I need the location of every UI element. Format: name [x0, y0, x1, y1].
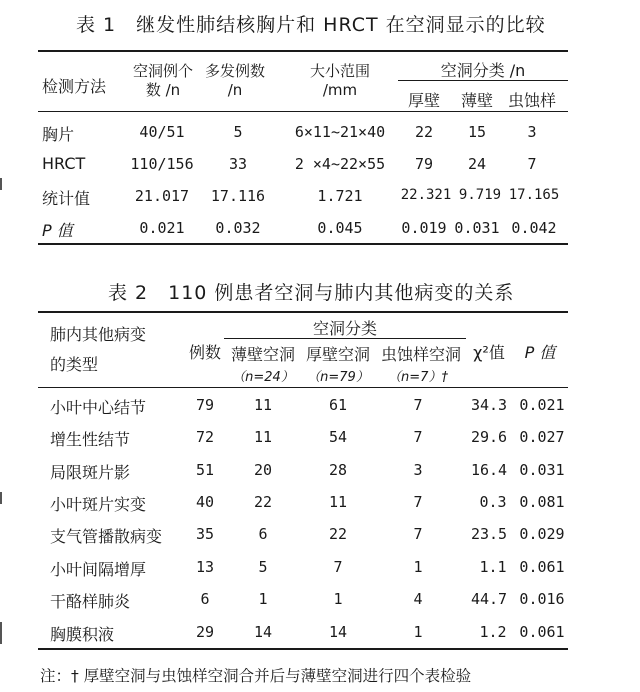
table1-top-rule: [38, 50, 568, 52]
table2-cell-thin: 5: [258, 558, 268, 576]
table2-header-thin-n: （n=24）: [232, 370, 294, 385]
table2-cell-type: 局限斑片影: [50, 463, 131, 482]
table2-cell-p: 0.016: [519, 590, 565, 608]
table2-cell-thin: 22: [253, 493, 273, 511]
table2-header-thick-n: （n=79）: [307, 370, 369, 385]
table2-cell-p: 0.021: [519, 396, 565, 414]
table2-cell-type: 小叶中心结节: [50, 398, 147, 417]
table2-cell-worm: 1: [413, 558, 423, 576]
table2-cell-worm: 4: [413, 590, 423, 608]
footnote: 注：† 厚壁空洞与虫蚀样空洞合并后与薄壁空洞进行四个表检验: [40, 667, 472, 685]
table2-cell-thick: 22: [328, 525, 348, 543]
table2-bottom-rule: [38, 648, 568, 650]
table1-cell-thin: 24: [467, 155, 487, 173]
table2-cell-worm: 7: [413, 396, 423, 414]
table2-cell-type: 增生性结节: [50, 430, 131, 449]
table1-header-thick: 厚壁: [407, 91, 441, 110]
table1-cell-thick: 79: [414, 155, 434, 173]
table1-cell-worm: 17.165: [508, 187, 560, 203]
table2-cell-p: 0.061: [519, 558, 565, 576]
table2-cell-p: 0.031: [519, 461, 565, 479]
table2-header-worm: 虫蚀样空洞: [380, 345, 462, 364]
table1-cell-method: 胸片: [42, 125, 75, 144]
table1-title: 表 1 继发性肺结核胸片和 HRCT 在空洞显示的比较: [76, 14, 546, 36]
table2-cell-thick: 11: [328, 493, 348, 511]
table2-cell-chi: 34.3: [470, 396, 508, 414]
table1-cell-multiple: 17.116: [210, 187, 266, 205]
table2-cell-worm: 7: [413, 525, 423, 543]
table2-cell-worm: 7: [413, 493, 423, 511]
table2-cell-p: 0.027: [519, 428, 565, 446]
table1-cell-multiple: 0.032: [215, 219, 261, 237]
table2-cell-thick: 28: [328, 461, 348, 479]
table2-cell-chi: 1.1: [479, 558, 507, 576]
table1-cell-size: 2 ×4~22×55: [294, 155, 386, 173]
table2-cell-thick: 54: [328, 428, 348, 446]
table2-header-thin: 薄壁空洞: [230, 345, 296, 364]
table2-cell-thick: 14: [328, 623, 348, 641]
table2-header-p: P 值: [524, 343, 556, 362]
table1-cell-size: 6×11~21×40: [294, 123, 386, 141]
table1-cell-worm: 7: [527, 155, 537, 173]
table2-cell-p: 0.029: [519, 525, 565, 543]
table2-cell-cases: 6: [200, 590, 210, 608]
table1-cell-thick: 0.019: [401, 219, 447, 237]
table2-header-cavity-class: 空洞分类: [312, 319, 378, 338]
table2-header-worm-n: （n=7）†: [388, 370, 448, 385]
table1-cell-worm: 0.042: [511, 219, 557, 237]
table2-cell-type: 小叶斑片实变: [50, 495, 147, 514]
table1-header-thin: 薄壁: [460, 91, 494, 110]
table2-cell-cases: 79: [195, 396, 215, 414]
table1-cell-cavity: 0.021: [139, 219, 185, 237]
page-edge-mark: [0, 178, 2, 190]
table2-header-type-line2: 的类型: [50, 355, 99, 374]
table2-cell-thick: 1: [333, 590, 343, 608]
table2-cell-cases: 72: [195, 428, 215, 446]
table2-cell-worm: 3: [413, 461, 423, 479]
table2-header-cases: 例数: [188, 343, 222, 362]
table2-cell-type: 胸膜积液: [50, 625, 115, 644]
table1-cell-thick: 22: [414, 123, 434, 141]
table2-cell-type: 干酪样肺炎: [50, 592, 131, 611]
table1-cell-worm: 3: [527, 123, 537, 141]
table1-cell-thick: 22.321: [400, 187, 452, 203]
table1-cell-cavity: 21.017: [134, 187, 190, 205]
table2-title: 表 2 110 例患者空洞与肺内其他病变的关系: [108, 282, 515, 304]
table2-cell-worm: 1: [413, 623, 423, 641]
table2-cell-thin: 11: [253, 428, 273, 446]
table1-cell-cavity: 40/51: [139, 123, 185, 141]
page-edge-mark: [0, 492, 2, 504]
table2-cell-thin: 11: [253, 396, 273, 414]
page-edge-mark: [0, 622, 2, 644]
table1-header-cavity-cases: 空洞例个数 /n: [132, 62, 193, 99]
table2-cell-thin: 1: [258, 590, 268, 608]
table1-cell-thin: 9.719: [458, 187, 502, 203]
table2-cell-chi: 44.7: [470, 590, 508, 608]
table2-cell-type: 支气管播散病变: [50, 527, 163, 546]
table2-cell-worm: 7: [413, 428, 423, 446]
table2-cell-thick: 7: [333, 558, 343, 576]
table2-cell-chi: 0.3: [479, 493, 507, 511]
table1-header-rule: [38, 111, 568, 112]
table2-cell-p: 0.081: [519, 493, 565, 511]
table2-header-thick: 厚壁空洞: [305, 345, 371, 364]
table1-bottom-rule: [38, 243, 568, 245]
table1-cell-cavity: 110/156: [130, 155, 194, 173]
table2-cell-chi: 29.6: [470, 428, 508, 446]
table2-cell-thin: 14: [253, 623, 273, 641]
table1-header-cavity-class: 空洞分类 /n: [440, 61, 526, 80]
table1-cell-thin: 15: [467, 123, 487, 141]
table2-cell-thick: 61: [328, 396, 348, 414]
table2-cell-chi: 16.4: [470, 461, 508, 479]
table2-cell-chi: 1.2: [479, 623, 507, 641]
table1-header-multiple-cases: 多发例数 /n: [204, 62, 265, 99]
table2-header-chi: χ²值: [473, 343, 505, 362]
table2-top-rule: [38, 311, 568, 313]
table2-cell-type: 小叶间隔增厚: [50, 560, 147, 579]
table1-cell-method: 统计值: [42, 189, 91, 208]
table2-cell-cases: 29: [195, 623, 215, 641]
table2-cell-chi: 23.5: [470, 525, 508, 543]
table2-header-rule: [38, 387, 568, 388]
table1-cell-method: HRCT: [42, 154, 86, 173]
table2-cell-cases: 51: [195, 461, 215, 479]
table1-header-size-range: 大小范围 /mm: [309, 62, 370, 99]
table2-header-type-line1: 肺内其他病变: [50, 325, 147, 344]
table1-cell-size: 0.045: [317, 219, 363, 237]
table2-cell-thin: 20: [253, 461, 273, 479]
table2-cell-cases: 40: [195, 493, 215, 511]
table1-cell-size: 1.721: [317, 187, 363, 205]
table2-cell-cases: 35: [195, 525, 215, 543]
table1-header-method: 检测方法: [42, 77, 107, 96]
table1-header-worm: 虫蚀样: [507, 91, 557, 110]
table1-cell-method: P 值: [42, 221, 73, 240]
table2-cell-p: 0.061: [519, 623, 565, 641]
table2-cell-thin: 6: [258, 525, 268, 543]
table2-cell-cases: 13: [195, 558, 215, 576]
table1-cell-thin: 0.031: [454, 219, 500, 237]
table1-cell-multiple: 33: [228, 155, 248, 173]
table1-cell-multiple: 5: [233, 123, 243, 141]
